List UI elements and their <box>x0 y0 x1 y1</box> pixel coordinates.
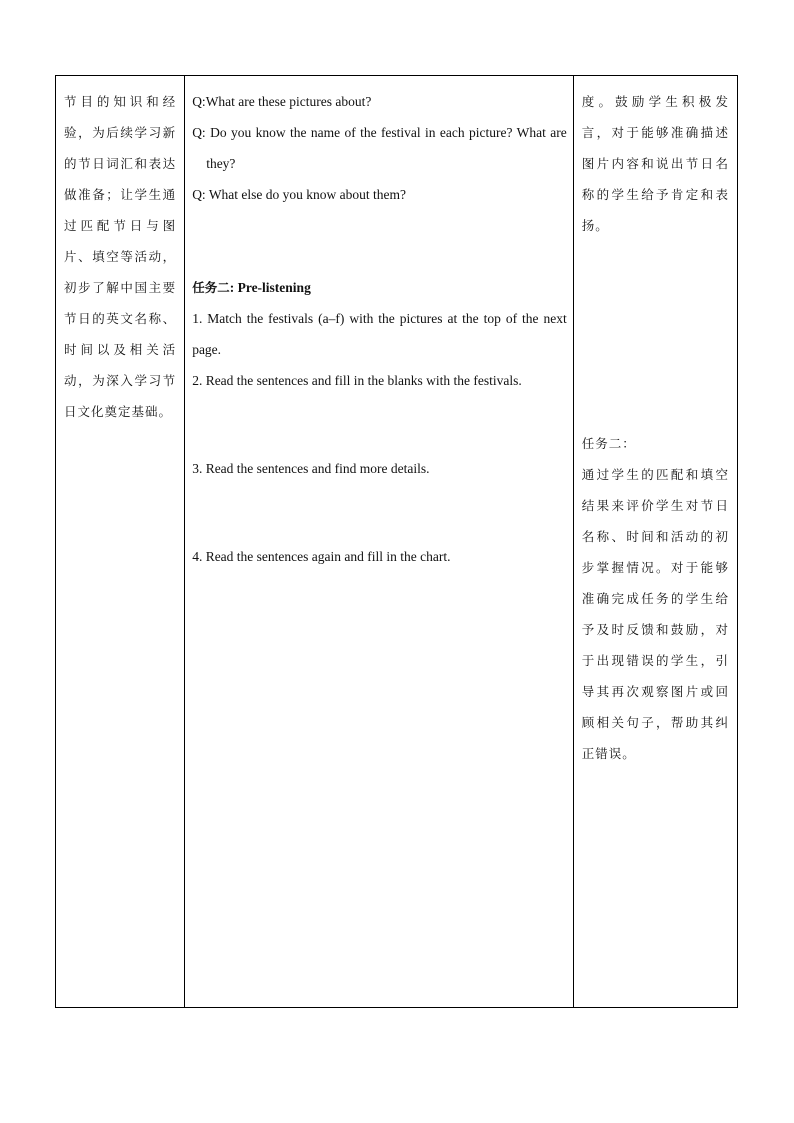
table-row <box>56 76 738 1008</box>
evaluation-content <box>574 76 737 769</box>
task1-evaluation: 度。鼓励学生积极发言，对于能够准确描述图片内容和说出节日名称的学生给予肯定和表扬。 <box>581 94 729 233</box>
step-3: 3. Read the sentences and find more details. <box>192 461 430 476</box>
task2-heading-cn: 任务二 <box>192 280 230 295</box>
task2-evaluation: 通过学生的匹配和填空结果来评价学生对节日名称、时间和活动的初步掌握情况。对于能够准确完成任务的学生给予及时反馈和鼓励，对于出现错误的学生，引导其再次观察图片或回顾相关句子，帮助其纠正错误。 <box>581 467 729 761</box>
task2-heading-en: : Pre-listening <box>229 280 311 295</box>
step-1: 1. Match the festivals (a–f) with the pictures at the top of the next page. <box>192 311 567 357</box>
question-1: Q:What are these pictures about? <box>192 94 372 109</box>
step-4: 4. Read the sentences again and fill in the chart. <box>192 549 451 564</box>
design-intent-text: 节目的知识和经验，为后续学习新的节日词汇和表达做准备；让学生通过匹配节日与图片、填空等活动，初步了解中国主要节日的英文名称、时间以及相关活动，为深入学习节日文化奠定基础。 <box>64 94 177 419</box>
task2-heading <box>192 272 567 303</box>
evaluation-cell <box>573 76 737 1008</box>
design-intent-cell <box>56 76 185 1008</box>
question-2: Q: Do you know the name of the festival in each picture? What are they? <box>192 125 567 171</box>
task2-label: 任务二： <box>581 436 636 451</box>
activity-cell <box>185 76 574 1008</box>
step-2: 2. Read the sentences and fill in the blanks with the festivals. <box>192 373 522 388</box>
activity-content <box>185 76 573 572</box>
lesson-plan-table <box>55 75 738 1008</box>
question-3: Q: What else do you know about them? <box>192 187 407 202</box>
